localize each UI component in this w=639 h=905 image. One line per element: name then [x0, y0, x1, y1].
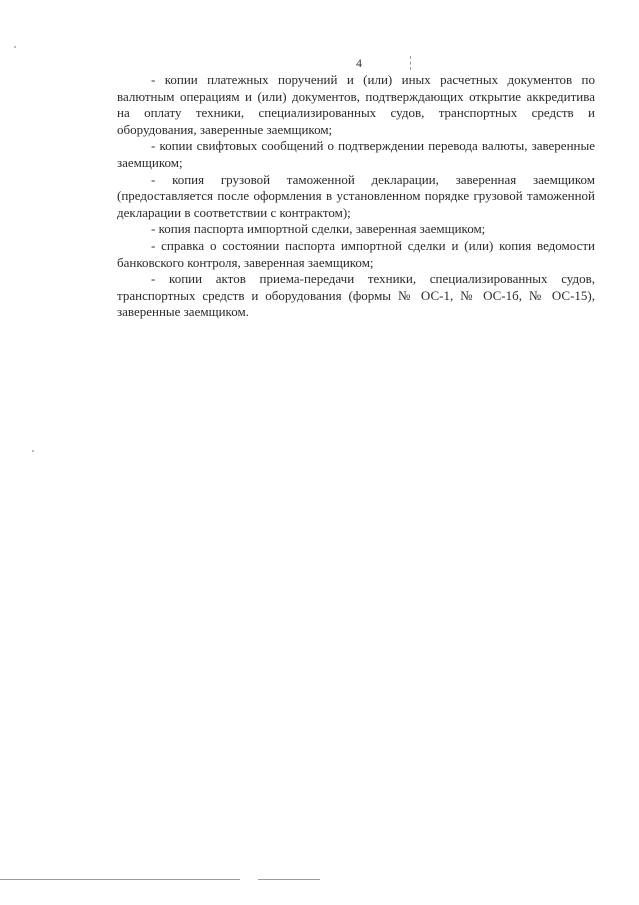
list-item-customs-declaration: - копия грузовой таможенной декларации, заверенная заемщиком (предоставляется после оформления в установленном порядке грузовой таможенной декларации в соответствии с контрактом);	[117, 171, 595, 220]
page-number: 4	[356, 56, 362, 70]
list-item-swift-messages: - копии свифтовых сообщений о подтверждении перевода валюты, заверенные заемщиком;	[117, 138, 595, 170]
footer-rule-right	[258, 879, 320, 880]
list-item-import-passport: - копия паспорта импортной сделки, заверенная заемщиком;	[151, 221, 486, 237]
scan-artifact	[14, 46, 16, 48]
list-item-acceptance-acts: - копии актов приема-передачи техники, специализированных судов, транспортных средств и оборудования (формы № ОС-1, № ОС-1б, № ОС-15), заверенные заемщиком.	[117, 271, 595, 320]
scan-artifact	[32, 450, 34, 452]
list-item-payment-orders: - копии платежных поручений и (или) иных расчетных документов по валютным операциям и (или) документов, подтверждающих открытие аккредитива на оплату техники, специализированных судов, транспортных средств и оборудования, заверенные заемщиком;	[117, 72, 595, 137]
scan-tick-mark	[410, 56, 412, 70]
document-body	[117, 72, 595, 321]
footer-rule-left	[0, 879, 240, 880]
list-item-passport-status: - справка о состоянии паспорта импортной сделки и (или) копия ведомости банковского контроля, заверенная заемщиком;	[117, 237, 595, 270]
